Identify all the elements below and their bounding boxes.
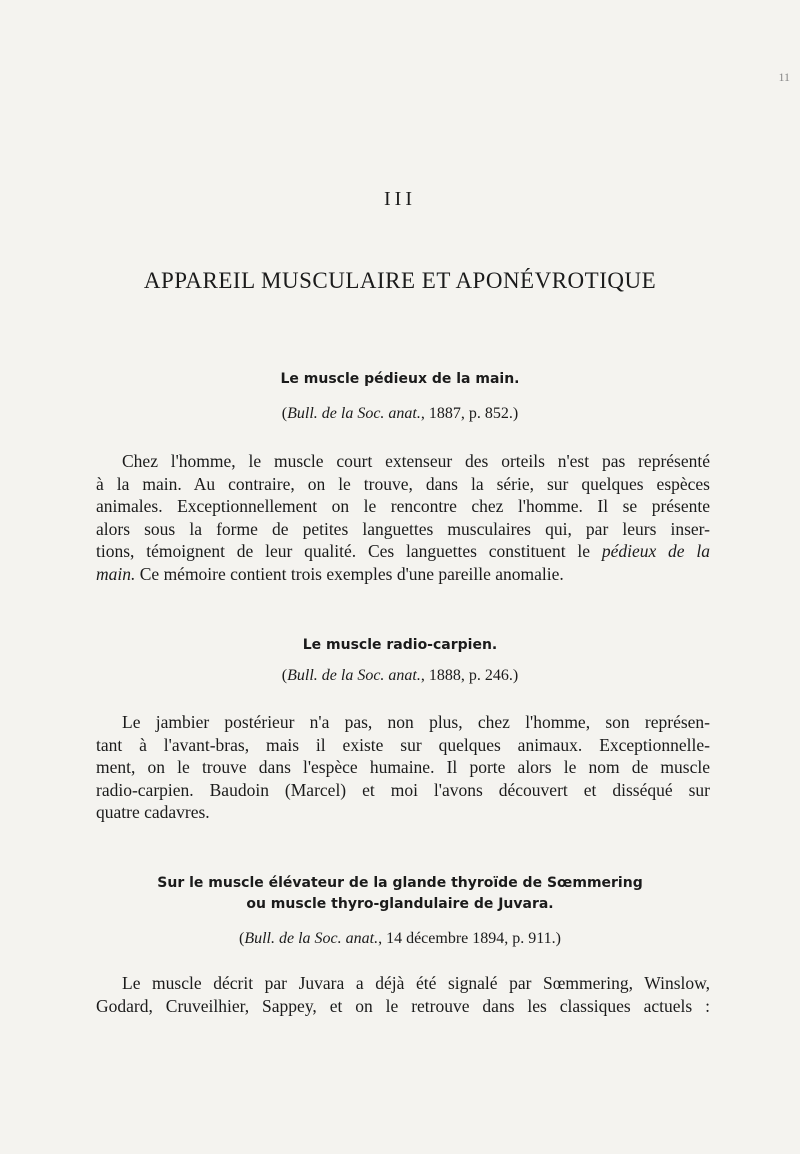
section-3-title-line-1: Sur le muscle élévateur de la glande thyroïde de Sœmmering xyxy=(157,875,643,891)
section-2-title: Le muscle radio-carpien. xyxy=(302,637,498,653)
text-line: main. Ce mémoire contient trois exemples d'une pareille anomalie. xyxy=(96,563,564,584)
text-line: ment, on le trouve dans l'espèce humaine. Il porte alors le nom de muscle xyxy=(96,757,710,777)
section-3-title-line-2: ou muscle thyro-glandulaire de Juvara. xyxy=(246,896,554,912)
text-line: Godard, Cruveilhier, Sappey, et on le retrouve dans les classiques actuels : xyxy=(96,995,710,1016)
page-marker: 11 xyxy=(778,70,790,84)
text-line: tant à l'avant-bras, mais il existe sur quelques animaux. Exceptionnelle- xyxy=(96,734,710,755)
text-line: quatre cadavres. xyxy=(96,802,210,822)
section-2-paragraph xyxy=(96,711,710,824)
text-line: à la main. Au contraire, on le trouve, dans la série, sur quelques espèces xyxy=(96,473,710,494)
text-line: Le muscle décrit par Juvara a déjà été signalé par Sœmmering, Winslow, xyxy=(122,973,710,993)
section-1-citation: (Bull. de la Soc. anat., 1887, p. 852.) xyxy=(281,405,519,422)
italic-term: main. xyxy=(96,563,136,584)
italic-term: pédieux de la xyxy=(601,541,711,561)
text-line: radio-carpien. Baudoin (Marcel) et moi l'avons découvert et disséqué sur xyxy=(96,779,710,800)
text-line: animales. Exceptionnellement on le rencontre chez l'homme. Il se présente xyxy=(96,496,710,516)
text-line: tions, témoignent de leur qualité. Ces languettes constituent le pédieux de la xyxy=(96,541,711,561)
text-line: Le jambier postérieur n'a pas, non plus, chez l'homme, son représen- xyxy=(122,712,710,732)
text-line: Chez l'homme, le muscle court extenseur des orteils n'est pas représenté xyxy=(122,451,710,471)
section-1-paragraph xyxy=(96,450,710,585)
section-1-title: Le muscle pédieux de la main. xyxy=(280,371,520,387)
text-line: alors sous la forme de petites languettes musculaires qui, par leurs inser- xyxy=(96,518,710,539)
section-3-citation: (Bull. de la Soc. anat., 14 décembre 1894, p. 911.) xyxy=(238,930,561,947)
section-3-paragraph xyxy=(96,972,710,1017)
section-2-citation: (Bull. de la Soc. anat., 1888, p. 246.) xyxy=(281,667,519,684)
chapter-number: III xyxy=(384,188,416,210)
chapter-title: APPAREIL MUSCULAIRE ET APONÉVROTIQUE xyxy=(143,268,657,293)
